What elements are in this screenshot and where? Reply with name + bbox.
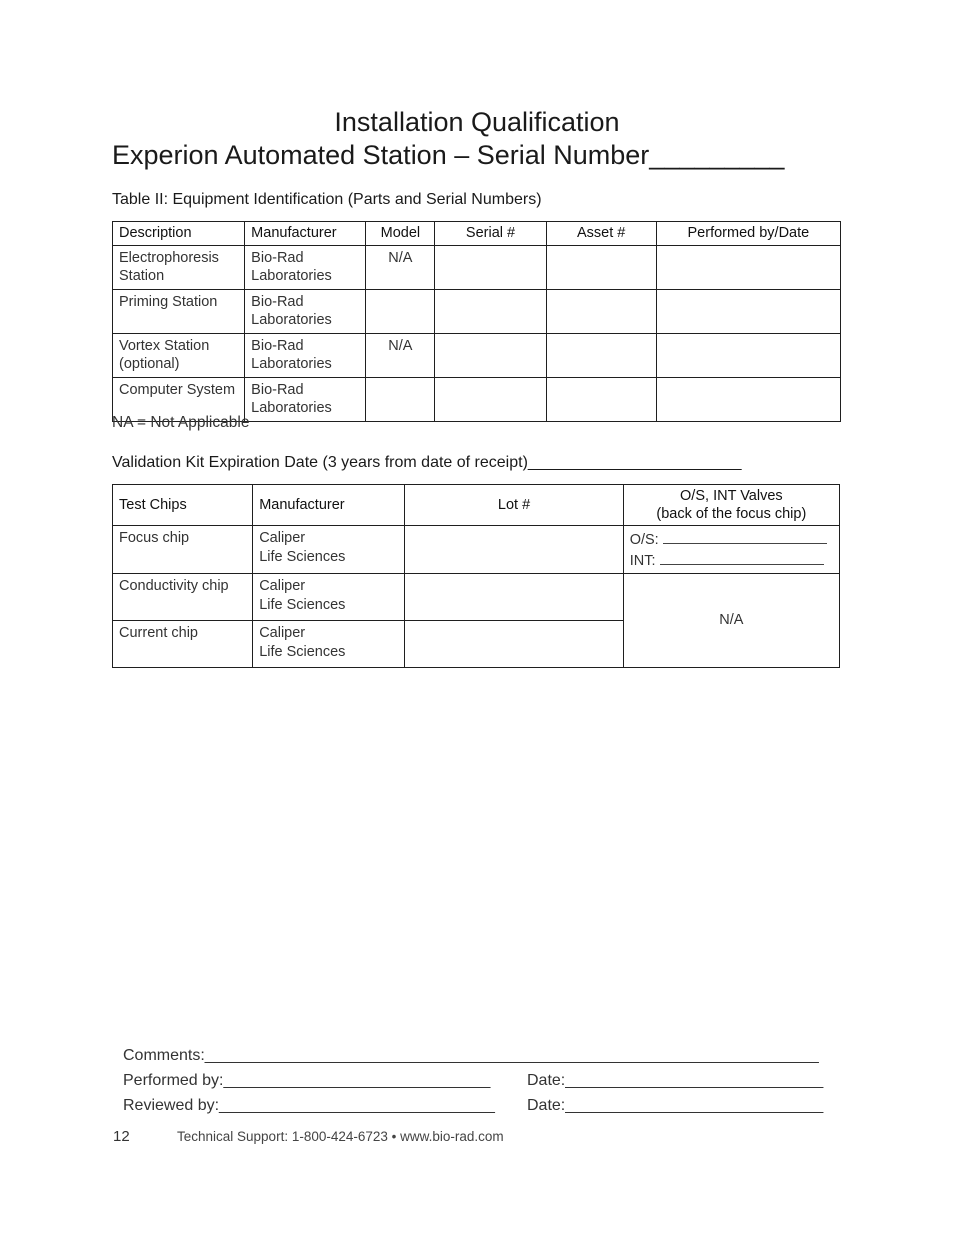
description-cell: Computer System <box>113 377 245 421</box>
table-row <box>113 245 841 289</box>
model-cell[interactable] <box>366 377 435 421</box>
lot-cell[interactable] <box>405 574 623 621</box>
manufacturer-line2: Life Sciences <box>259 643 346 660</box>
int-label: INT: <box>629 552 656 569</box>
chip-name-cell: Focus chip <box>113 526 253 574</box>
table-row <box>113 526 840 574</box>
column-header: Description <box>113 222 245 246</box>
reviewed-date-field[interactable]: Date:_____________________________ <box>527 1097 824 1114</box>
equipment-table <box>112 221 841 422</box>
column-header: Asset # <box>546 222 656 246</box>
equipment-table-caption: Table II: Equipment Identification (Parts and Serial Numbers) <box>112 191 542 208</box>
performed-cell[interactable] <box>656 333 840 377</box>
manufacturer-cell: Bio-Rad Laboratories <box>245 289 366 333</box>
manufacturer-line2: Life Sciences <box>259 596 346 613</box>
valves-na-cell: N/A <box>623 574 839 668</box>
technical-support-text: Technical Support: 1-800-424-6723 • www.bio-rad.com <box>177 1129 504 1144</box>
description-cell: Vortex Station (optional) <box>113 333 245 377</box>
chip-name-cell: Conductivity chip <box>113 574 253 621</box>
performed-date-field[interactable]: Date:_____________________________ <box>527 1072 824 1089</box>
int-blank[interactable] <box>660 550 824 565</box>
int-field[interactable] <box>630 550 833 571</box>
reviewed-by-field[interactable]: Reviewed by:_______________________________ <box>123 1097 495 1114</box>
page-title: Installation Qualification <box>334 107 620 137</box>
manufacturer-cell <box>253 621 405 668</box>
page-number: 12 <box>113 1128 130 1145</box>
valves-cell <box>623 526 839 574</box>
serial-cell[interactable] <box>435 377 546 421</box>
performed-cell[interactable] <box>656 377 840 421</box>
table-header-row <box>113 485 840 526</box>
valves-header-line2: (back of the focus chip) <box>656 506 807 522</box>
comments-field[interactable]: Comments:_____________________________________________________________________ <box>123 1047 819 1064</box>
valves-header-line1: O/S, INT Valves <box>680 488 783 504</box>
table-row <box>113 574 840 621</box>
os-blank[interactable] <box>663 529 827 544</box>
os-label: O/S: <box>629 532 659 548</box>
column-header: Model <box>366 222 435 246</box>
description-cell: Priming Station <box>113 289 245 333</box>
asset-cell[interactable] <box>546 289 656 333</box>
table-header-row <box>113 222 841 246</box>
serial-cell[interactable] <box>435 289 546 333</box>
validation-expiration-label[interactable]: Validation Kit Expiration Date (3 years from date of receipt)________________________ <box>112 454 742 471</box>
column-header: Manufacturer <box>253 485 405 526</box>
manufacturer-cell: Bio-Rad Laboratories <box>245 333 366 377</box>
performed-cell[interactable] <box>656 289 840 333</box>
lot-cell[interactable] <box>405 621 623 668</box>
model-cell: N/A <box>366 333 435 377</box>
asset-cell[interactable] <box>546 245 656 289</box>
manufacturer-line1: Caliper <box>259 530 306 546</box>
serial-cell[interactable] <box>435 245 546 289</box>
manufacturer-cell: Bio-Rad Laboratories <box>245 245 366 289</box>
manufacturer-line1: Caliper <box>259 625 306 641</box>
manufacturer-cell: Bio-Rad Laboratories <box>245 377 366 421</box>
chips-table <box>112 484 840 668</box>
column-header: Lot # <box>405 485 623 526</box>
lot-cell[interactable] <box>405 526 623 574</box>
column-header: Serial # <box>435 222 546 246</box>
performed-cell[interactable] <box>656 245 840 289</box>
chip-name-cell: Current chip <box>113 621 253 668</box>
serial-cell[interactable] <box>435 333 546 377</box>
column-header: Performed by/Date <box>656 222 840 246</box>
column-header: Test Chips <box>113 485 253 526</box>
description-cell: Electrophoresis Station <box>113 245 245 289</box>
table-row <box>113 289 841 333</box>
model-cell[interactable] <box>366 289 435 333</box>
asset-cell[interactable] <box>546 333 656 377</box>
manufacturer-cell <box>253 526 405 574</box>
manufacturer-line1: Caliper <box>259 578 306 594</box>
column-header: Manufacturer <box>245 222 366 246</box>
asset-cell[interactable] <box>546 377 656 421</box>
column-header-valves <box>623 485 839 526</box>
page-subtitle: Experion Automated Station – Serial Number_________ <box>112 140 785 170</box>
na-note: NA = Not Applicable <box>112 414 250 431</box>
os-field[interactable] <box>630 529 833 550</box>
manufacturer-line2: Life Sciences <box>259 548 346 565</box>
table-row <box>113 333 841 377</box>
performed-by-field[interactable]: Performed by:______________________________ <box>123 1072 491 1089</box>
model-cell: N/A <box>366 245 435 289</box>
manufacturer-cell <box>253 574 405 621</box>
